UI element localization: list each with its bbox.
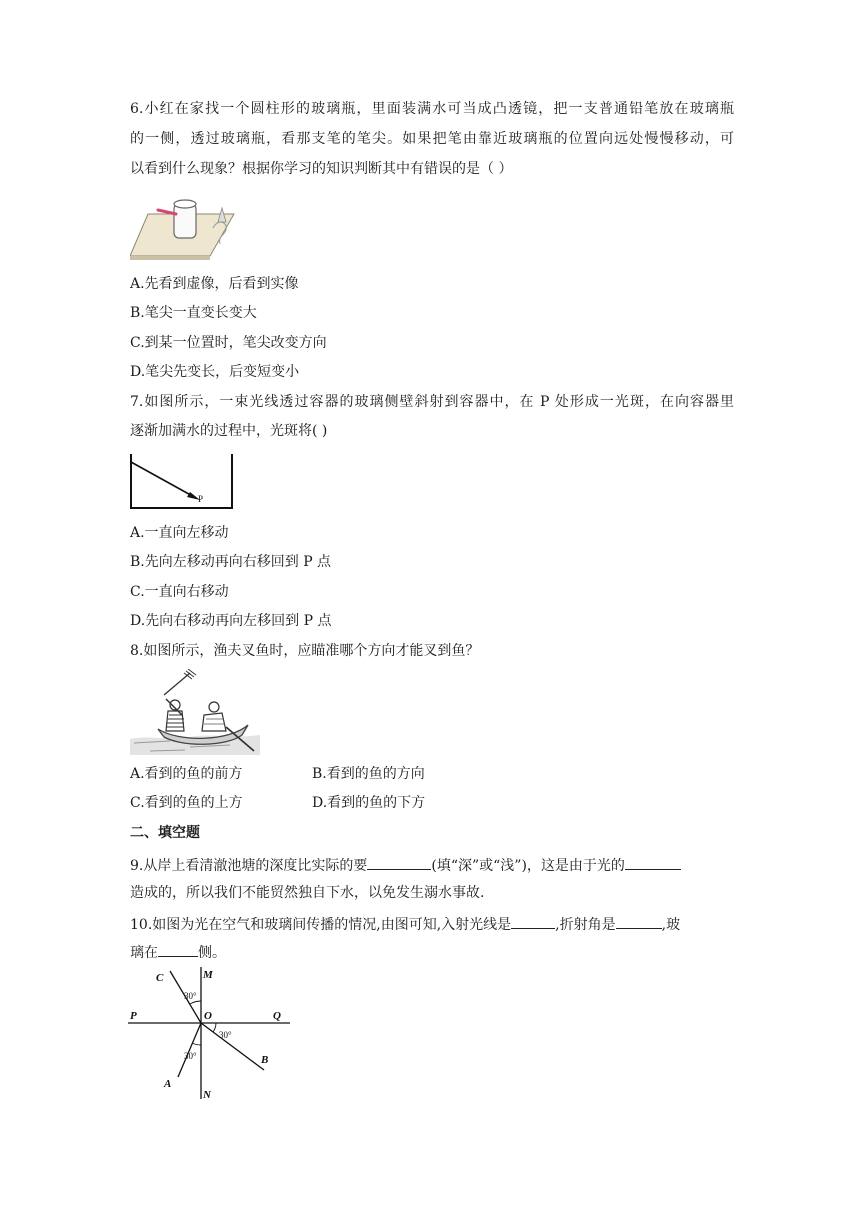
q8-option-d: D.看到的鱼的下方 bbox=[312, 795, 426, 811]
q9-text-part-2: (填“深”或“浅”)，这是由于光的 bbox=[431, 858, 625, 874]
q9-blank-1 bbox=[367, 854, 431, 870]
q8-option-b: B.看到的鱼的方向 bbox=[312, 766, 425, 782]
label-n: N bbox=[203, 1089, 211, 1101]
q10-text-line-1 bbox=[130, 913, 680, 935]
q6-option-d: D.笔尖先变长，后变短变小 bbox=[130, 364, 300, 380]
q10-text-line-2-a: 璃在 bbox=[130, 945, 158, 961]
q7-option-d: D.先向右移动再向左移回到 P 点 bbox=[130, 613, 332, 629]
q8-figure-fisherman-boat bbox=[130, 669, 260, 755]
q7-figure-container bbox=[128, 452, 238, 512]
q10-text-part-2: ,折射角是 bbox=[555, 917, 616, 933]
q10-text-part-3: ,玻 bbox=[661, 917, 681, 933]
label-b: B bbox=[261, 1054, 269, 1066]
angle-label-right: 30° bbox=[219, 1030, 232, 1040]
label-p: P bbox=[130, 1010, 137, 1022]
label-q: Q bbox=[273, 1010, 281, 1022]
q7-option-a: A.一直向左移动 bbox=[130, 525, 229, 541]
q6-option-a: A.先看到虚像，后看到实像 bbox=[130, 276, 299, 292]
q10-text-part-1: 10.如图为光在空气和玻璃间传播的情况,由图可知,入射光线是 bbox=[130, 917, 512, 933]
q9-blank-2 bbox=[625, 854, 681, 870]
label-o: O bbox=[204, 1010, 212, 1022]
label-c: C bbox=[156, 972, 164, 984]
q9-text-part-1: 9.从岸上看清澈池塘的深度比实际的要 bbox=[130, 858, 368, 874]
q6-figure-glass-bottle-pencil bbox=[130, 192, 240, 262]
q7-option-c: C.一直向右移动 bbox=[130, 584, 229, 600]
q8-option-a: A.看到的鱼的前方 bbox=[130, 766, 243, 782]
q10-blank-1 bbox=[511, 913, 555, 929]
label-m: M bbox=[203, 969, 213, 981]
ray-ob bbox=[201, 1023, 264, 1070]
q9-text-line-2: 造成的，所以我们不能贸然独自下水，以免发生溺水事故. bbox=[130, 885, 485, 901]
q10-blank-3 bbox=[158, 941, 198, 957]
q6-text-line-3: 以看到什么现象？根据你学习的知识判断其中有错误的是（ ） bbox=[130, 161, 513, 177]
q10-blank-2 bbox=[616, 913, 662, 929]
q10-figure-refraction-diagram bbox=[128, 965, 298, 1105]
ray-ao bbox=[178, 1023, 201, 1077]
angle-label-top: 30° bbox=[184, 991, 197, 1001]
section-fill-in-blank-title: 二、填空题 bbox=[130, 825, 200, 841]
q7-point-p-label: P bbox=[198, 494, 204, 504]
q10-text-line-2-b: 侧。 bbox=[198, 945, 226, 961]
q10-text-line-2 bbox=[130, 941, 226, 963]
q7-text-line-2: 逐渐加满水的过程中，光斑将( ) bbox=[130, 423, 328, 439]
label-a: A bbox=[164, 1078, 172, 1090]
q6-text-line-1: 6.小红在家找一个圆柱形的玻璃瓶，里面装满水可当成凸透镜，把一支普通铅笔放在玻璃瓶 bbox=[130, 101, 734, 117]
q6-text-line-2: 的一侧，透过玻璃瓶，看那支笔的笔尖。如果把笔由靠近玻璃瓶的位置向远处慢慢移动，可 bbox=[130, 131, 734, 147]
q6-option-b: B.笔尖一直变长变大 bbox=[130, 305, 257, 321]
angle-label-bottom: 30° bbox=[184, 1051, 197, 1061]
q7-option-b: B.先向左移动再向右移回到 P 点 bbox=[130, 554, 332, 570]
q7-text-line-1: 7.如图所示，一束光线透过容器的玻璃侧壁斜射到容器中，在 P 处形成一光斑，在向容器里 bbox=[130, 394, 734, 410]
q9-text-line-1 bbox=[130, 854, 681, 876]
q8-option-c: C.看到的鱼的上方 bbox=[130, 795, 243, 811]
q6-option-c: C.到某一位置时，笔尖改变方向 bbox=[130, 335, 327, 351]
q8-text: 8.如图所示，渔夫叉鱼时，应瞄准哪个方向才能叉到鱼？ bbox=[130, 643, 480, 659]
